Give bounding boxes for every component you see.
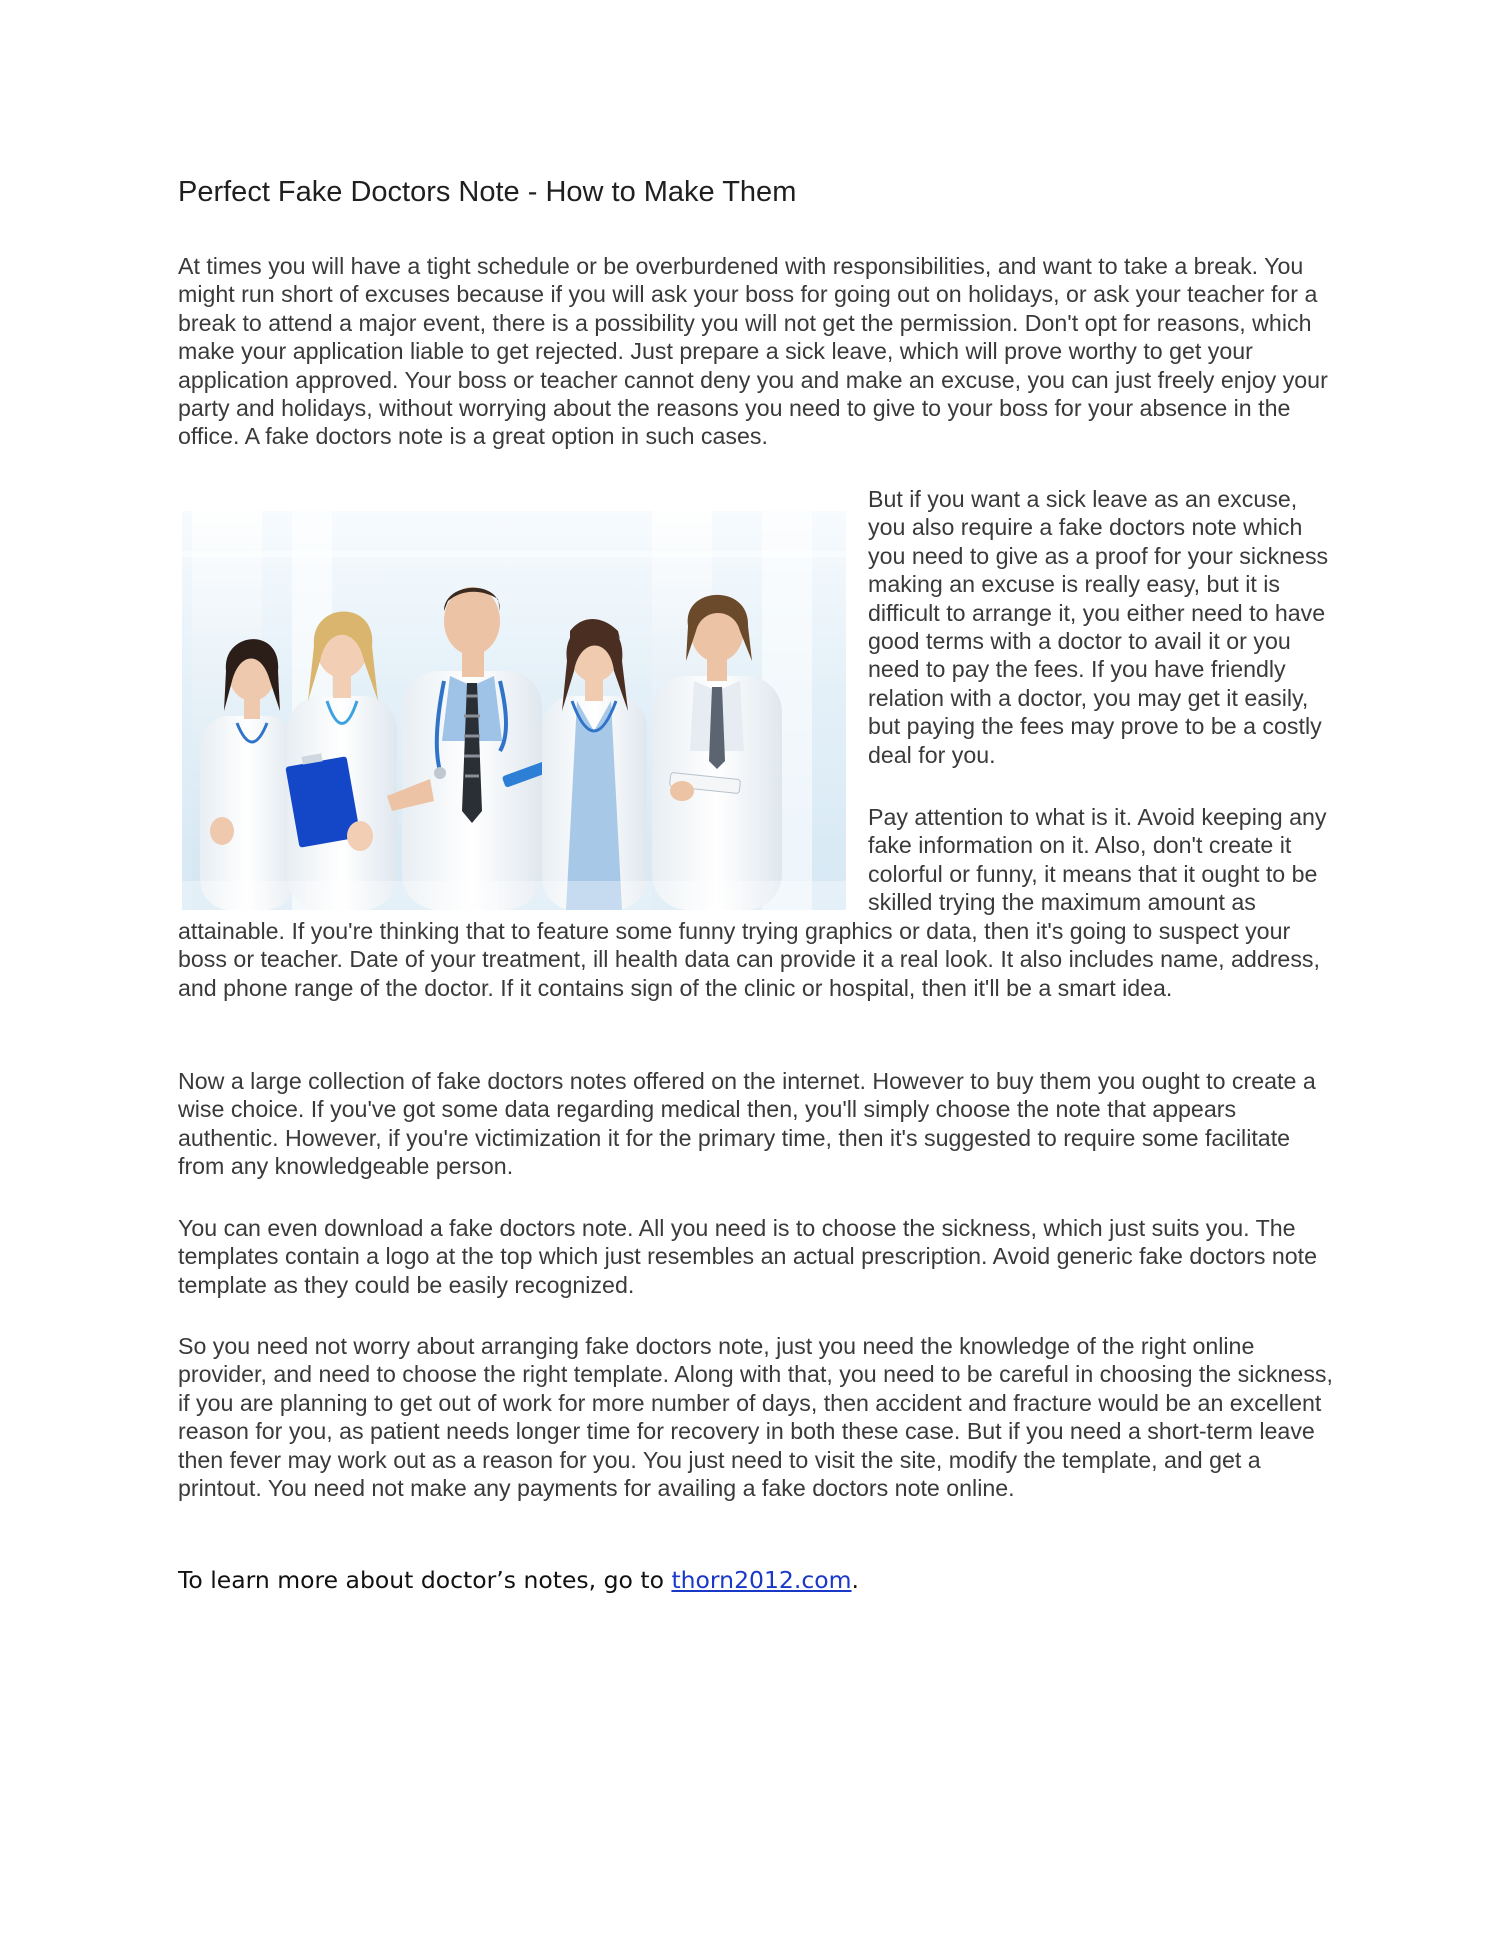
closing-line [178,1566,859,1594]
closing-prefix: To learn more about doctor’s notes, go to [178,1566,672,1594]
document-page [178,0,1338,1941]
paragraph-sick-leave: But if you want a sick leave as an excuse, you also require a fake doctors note which you need to give as a proof for your sickness making an excuse is really easy, but it is difficult to arrange it, you either need to have good terms with a doctor to avail it or you need to pay the fees. If you have friendly relation with a doctor, you may get it easily, but paying the fees may prove to be a costly deal for you. [868,486,1329,768]
paragraph-attention: Pay attention to what is it. Avoid keeping any fake information on it. Also, don't create it colorful or funny, it means that it ought to be skilled trying the maximum amount as attainable. If you're thinking that to feature some funny trying graphics or data, then it's going to suspect your boss or teacher. Date of your treatment, ill health data can provide it a real look. It also includes name, address, and phone range of the doctor. If it contains sign of the clinic or hospital, then it'll be a smart idea. [178,804,1327,1001]
paragraph-download: You can even download a fake doctors note. All you need is to choose the sickness, which just suits you. The templates contain a logo at the top which just resembles an actual prescription. Avoid generic fake doctors note template as they could be easily recognized. [178,1215,1317,1298]
paragraph-intro: At times you will have a tight schedule or be overburdened with responsibilities, and want to take a break. You might run short of excuses because if you will ask your boss for going out on holidays, or ask your teacher for a break to attend a major event, there is a possibility you will not get the permission. Don't opt for reasons, which make your application liable to get rejected. Just prepare a sick leave, which will prove worthy to get your application approved. Your boss or teacher cannot deny you and make an excuse, you can just freely enjoy your party and holidays, without worrying about the reasons you need to give to your boss for your absence in the office. A fake doctors note is a great option in such cases. [178,253,1328,450]
closing-suffix: . [851,1566,860,1594]
article-title: Perfect Fake Doctors Note - How to Make Them [178,176,797,208]
thorn2012-link[interactable]: thorn2012.com [671,1566,852,1594]
paragraph-provider: So you need not worry about arranging fake doctors note, just you need the knowledge of the right online provider, and need to choose the right template. Along with that, you need to be careful in choosing the sickness, if you are planning to get out of work for more number of days, then accident and fracture would be an excellent reason for you, as patient needs longer time for recovery in both these case. But if you need a short-term leave then fever may work out as a reason for you. You just need to visit the site, modify the template, and get a printout. You need not make any payments for availing a fake doctors note online. [178,1333,1333,1502]
doctors-group-photo [182,511,846,910]
paragraph-collection: Now a large collection of fake doctors notes offered on the internet. However to buy them you ought to create a wise choice. If you've got some data regarding medical then, you'll simply choose the note that appears authentic. However, if you're victimization it for the primary time, then it's suggested to require some facilitate from any knowledgeable person. [178,1068,1316,1180]
image-wrapped-section [178,485,1336,1036]
doctors-illustration [182,511,846,910]
